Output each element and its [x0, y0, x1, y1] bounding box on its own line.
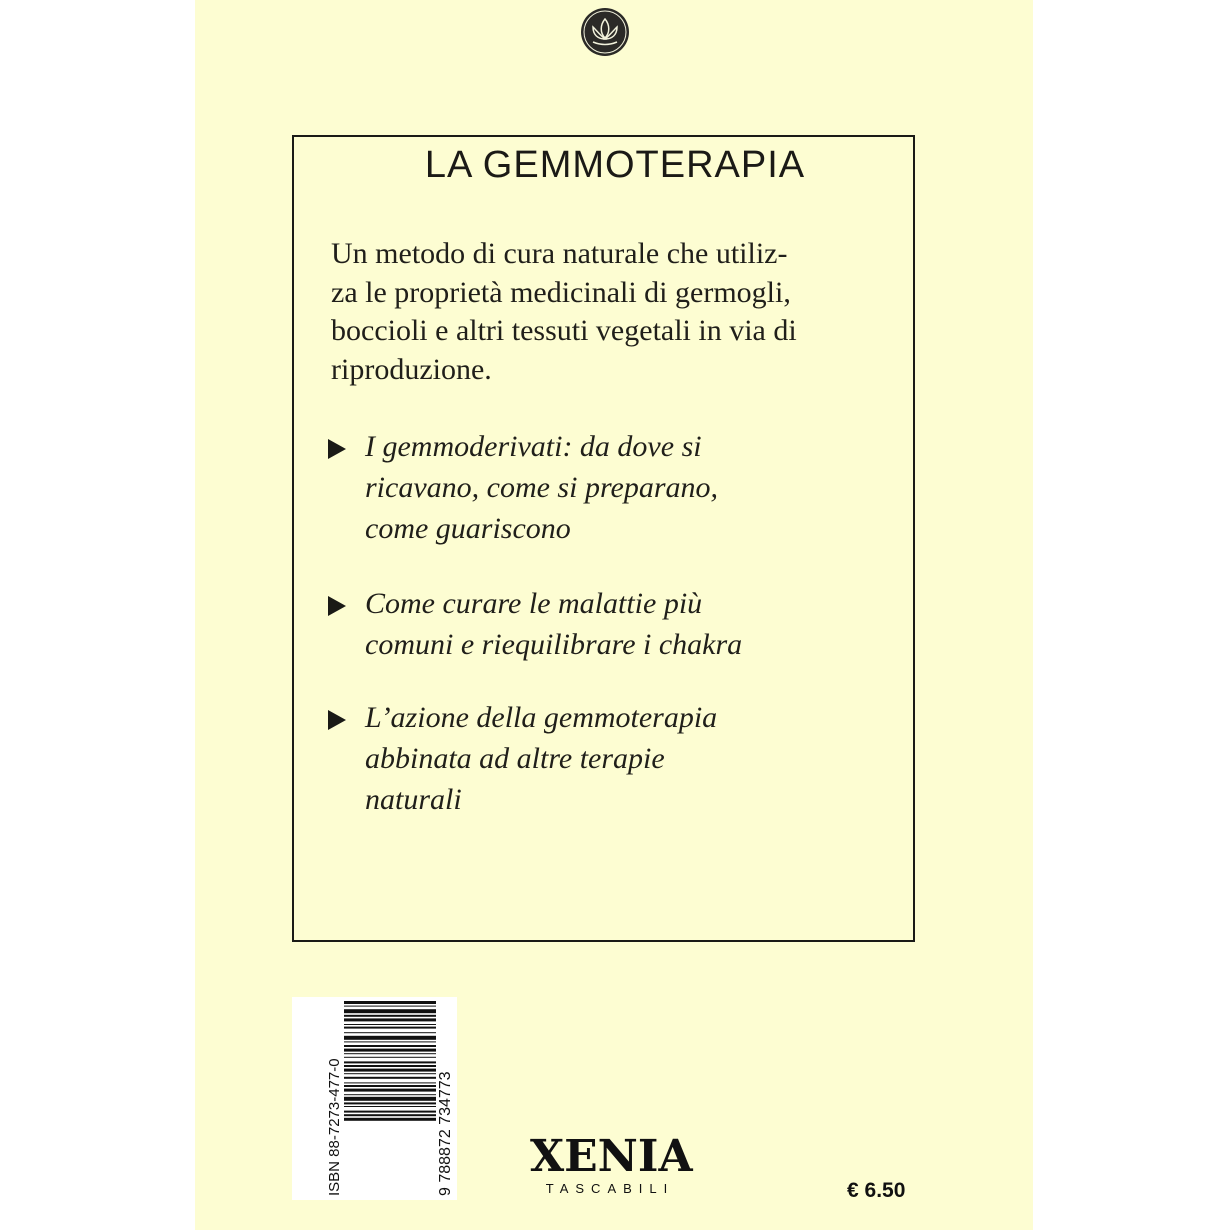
barcode-bar	[344, 1045, 436, 1047]
series-name: TASCABILI	[545, 1181, 675, 1196]
barcode-bar	[344, 1094, 436, 1095]
barcode-bar	[344, 1085, 436, 1087]
barcode-bar	[344, 1049, 436, 1052]
publisher-name: XENIA	[530, 1131, 693, 1182]
barcode-bar	[344, 1065, 436, 1067]
barcode-bar	[344, 1053, 436, 1054]
triangle-bullet-icon	[328, 596, 346, 616]
barcode-bar	[344, 1089, 436, 1092]
ean-text: 9 788872 734773	[437, 1071, 454, 1196]
barcode-bar	[344, 1036, 436, 1040]
barcode-bar	[344, 1061, 436, 1063]
barcode-bar	[344, 1041, 436, 1042]
book-description: Un metodo di cura naturale che utiliz- za le proprietà medicinali di germogli, boccioli e altri tessuti vegetali in via di riproduzione.	[331, 237, 797, 386]
barcode-bar	[344, 1009, 436, 1013]
feature-bullet-text: L’azione della gemmoterapia abbinata ad altre terapie naturali	[365, 701, 718, 816]
feature-bullet-text: Come curare le malattie più comuni e riequilibrare i chakra	[365, 587, 743, 661]
barcode-bar	[344, 1077, 436, 1079]
barcode-bar	[344, 1102, 436, 1104]
barcode-bar	[344, 1114, 436, 1116]
barcode-bar	[344, 1018, 436, 1021]
barcode-bar	[344, 1024, 436, 1025]
barcode-bar	[344, 1027, 436, 1029]
barcode-bar	[344, 1118, 436, 1121]
feature-bullet	[328, 697, 888, 820]
feature-bullet	[328, 426, 888, 549]
feature-bullet-text: I gemmoderivati: da dove si ricavano, come si preparano, come guariscono	[365, 430, 718, 545]
barcode-bar	[344, 1073, 436, 1074]
barcode-bar	[344, 1082, 436, 1083]
triangle-bullet-icon	[328, 439, 346, 459]
barcode-bar	[344, 1015, 436, 1017]
barcode-bar	[344, 1097, 436, 1101]
barcode	[292, 997, 457, 1200]
barcode-bar	[344, 1001, 436, 1004]
publisher-logo	[530, 1131, 693, 1196]
barcode-bar	[344, 1069, 436, 1072]
book-title: LA GEMMOTERAPIA	[424, 144, 806, 186]
barcode-bar	[344, 1111, 436, 1113]
barcode-label	[292, 997, 457, 1200]
lotus-icon	[580, 7, 630, 57]
feature-bullet	[328, 583, 888, 665]
isbn-text: ISBN 88-7273-477-0	[326, 1058, 343, 1196]
barcode-bar	[344, 1006, 436, 1007]
barcode-bar	[344, 1032, 436, 1033]
triangle-bullet-icon	[328, 710, 346, 730]
price-label: € 6.50	[847, 1179, 906, 1202]
barcode-bar	[344, 1057, 436, 1058]
barcode-bar	[344, 1106, 436, 1107]
